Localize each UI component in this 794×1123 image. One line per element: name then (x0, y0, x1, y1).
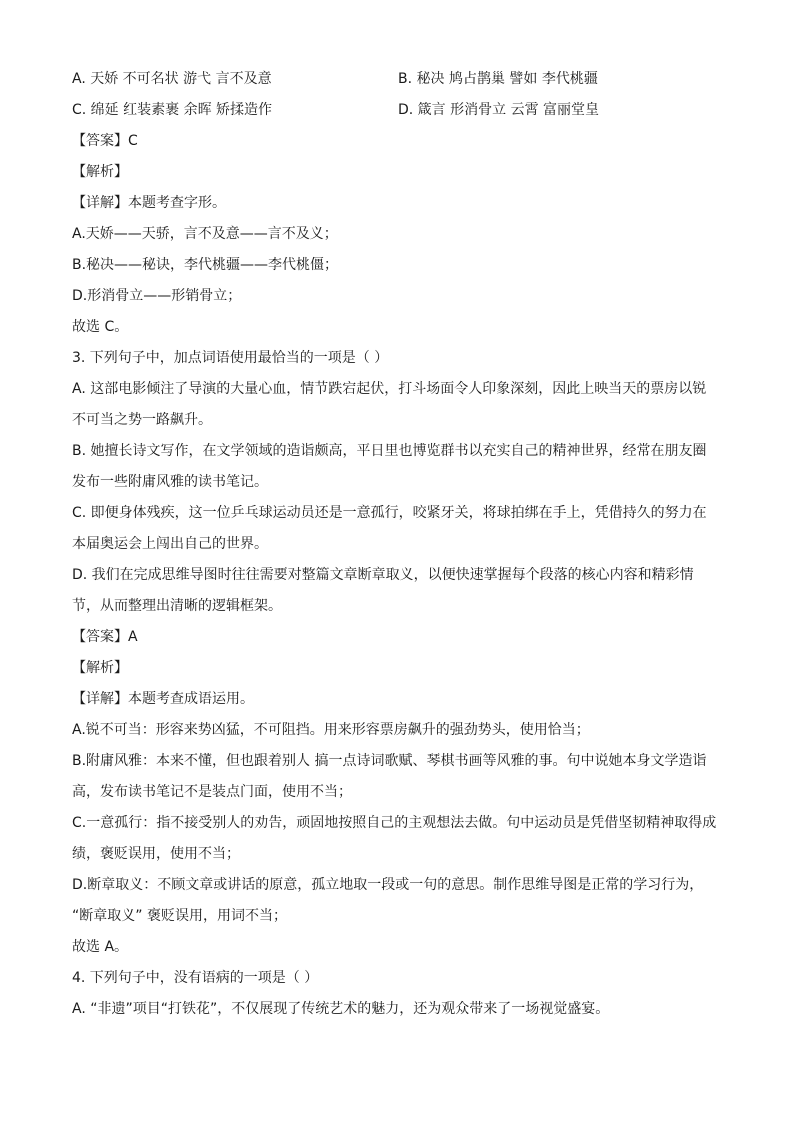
q2-detail-b: B.秘决——秘诀，李代桃疆——李代桃僵； (72, 257, 339, 273)
q3-answer: 【答案】A (72, 629, 138, 645)
q2-detail-d: D.形消骨立——形销骨立； (72, 288, 242, 304)
q3-detail-d-line-1: D.断章取义：不顾文章或讲话的原意，孤立地取一段或一句的意思。制作思维导图是正常的学习行为， (72, 877, 704, 893)
q2-option-d: D. 箴言 形消骨立 云霄 富丽堂皇 (398, 102, 600, 118)
q3-analysis-label: 【解析】 (72, 660, 128, 676)
q3-detail-b-line-1: B.附庸风雅：本来不懂，但也跟着别人 搞一点诗词歌赋、琴棋书画等风雅的事。句中说她本身文学造诣 (72, 753, 707, 769)
q4-stem: 4. 下列句子中，没有语病的一项是（ ） (72, 970, 319, 986)
q3-detail-intro: 【详解】本题考查成语运用。 (72, 691, 254, 707)
q2-option-b: B. 秘决 鸠占鹊巢 譬如 李代桃疆 (398, 71, 598, 87)
q3-option-a-line-1: A. 这部电影倾注了导演的大量心血，情节跌宕起伏，打斗场面令人印象深刻，因此上映当天的票房以锐 (72, 381, 707, 397)
q2-analysis-label: 【解析】 (72, 164, 128, 180)
q3-stem: 3. 下列句子中，加点词语使用最恰当的一项是（ ） (72, 350, 389, 366)
q2-option-a: A. 天娇 不可名状 游弋 言不及意 (72, 71, 272, 87)
q3-option-d-line-2: 节，从而整理出清晰的逻辑框架。 (72, 598, 282, 614)
q2-answer: 【答案】C (72, 133, 138, 149)
q3-option-b-line-2: 发布一些附庸风雅的读书笔记。 (72, 474, 268, 490)
q3-conclusion: 故选 A。 (72, 939, 129, 955)
q3-detail-a: A.锐不可当：形容来势凶猛，不可阻挡。用来形容票房飙升的强劲势头，使用恰当； (72, 722, 590, 738)
q3-detail-d-line-2: “断章取义” 褒贬误用，用词不当； (72, 908, 287, 924)
q3-option-c-line-2: 本届奥运会上闯出自己的世界。 (72, 536, 268, 552)
q3-detail-b-line-2: 高，发布读书笔记不是装点门面，使用不当； (72, 784, 352, 800)
document-page (72, 64, 722, 1025)
q2-conclusion: 故选 C。 (72, 319, 129, 335)
q4-option-a: A. “非遗”项目“打铁花”，不仅展现了传统艺术的魅力，还为观众带来了一场视觉盛宴。 (72, 1001, 610, 1017)
q3-option-c-line-1: C. 即便身体残疾，这一位乒乓球运动员还是一意孤行，咬紧牙关，将球拍绑在手上，凭借持久的努力在 (72, 505, 707, 521)
q3-option-b-line-1: B. 她擅长诗文写作，在文学领域的造诣颇高，平日里也博览群书以充实自己的精神世界，经常在朋友圈 (72, 443, 707, 459)
q2-detail-intro: 【详解】本题考查字形。 (72, 195, 226, 211)
q2-option-c: C. 绵延 红装素裹 余晖 矫揉造作 (72, 102, 273, 118)
q3-option-a-line-2: 不可当之势一路飙升。 (72, 412, 212, 428)
q3-detail-c-line-2: 绩，褒贬误用，使用不当； (72, 846, 240, 862)
q2-options-row-1 (72, 64, 722, 95)
q2-options-row-2 (72, 95, 722, 126)
q3-option-d-line-1: D. 我们在完成思维导图时往往需要对整篇文章断章取义，以便快速掌握每个段落的核心内容和精彩情 (72, 567, 694, 583)
q2-detail-a: A.天娇——天骄，言不及意——言不及义； (72, 226, 338, 242)
q3-detail-c-line-1: C.一意孤行：指不接受别人的劝告，顽固地按照自己的主观想法去做。句中运动员是凭借坚韧精神取得成 (72, 815, 717, 831)
